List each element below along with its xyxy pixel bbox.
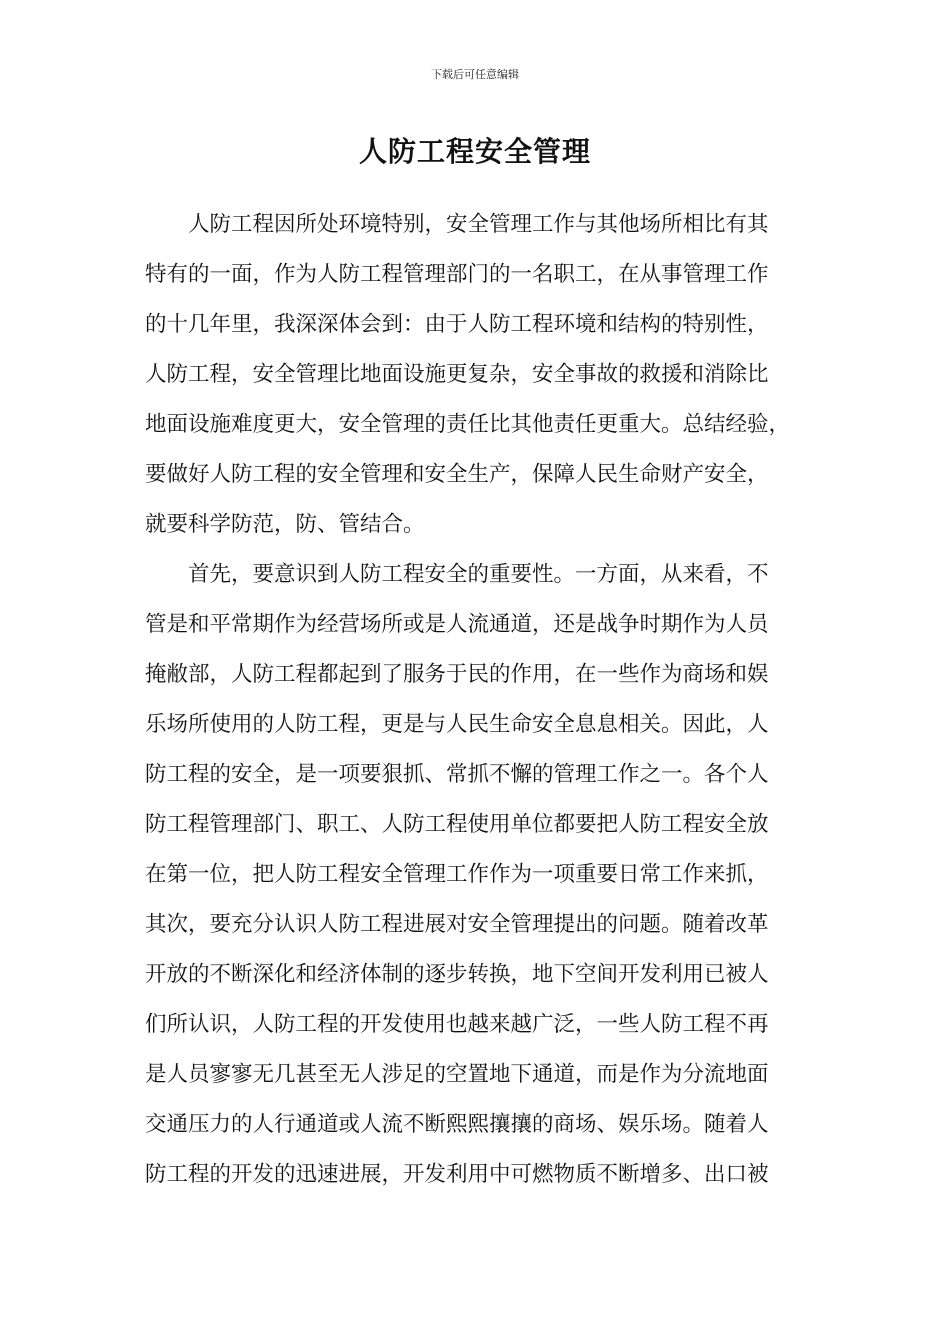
body-text-line: 交通压力的人行通道或人流不断熙熙攘攘的商场、娱乐场。随着人 <box>145 1112 769 1137</box>
body-text-line: 特有的一面，作为人防工程管理部门的一名职工，在从事管理工作 <box>145 262 769 287</box>
document-title: 人防工程安全管理 <box>358 135 591 168</box>
document-body <box>145 206 805 1206</box>
body-text-line: 管是和平常期作为经营场所或是人流通道，还是战争时期作为人员 <box>145 612 769 637</box>
body-text-line: 地面设施难度更大，安全管理的责任比其他责任更重大。总结经验， <box>145 412 791 437</box>
body-text-line: 乐场所使用的人防工程，更是与人民生命安全息息相关。因此，人 <box>145 712 769 737</box>
body-text-line: 掩敝部，人防工程都起到了服务于民的作用，在一些作为商场和娱 <box>145 662 769 687</box>
body-text-line: 在第一位，把人防工程安全管理工作作为一项重要日常工作来抓， <box>145 862 769 887</box>
body-text-line: 防工程的开发的迅速进展，开发利用中可燃物质不断增多、出口被 <box>145 1162 769 1187</box>
body-text-line: 就要科学防范，防、管结合。 <box>145 512 425 537</box>
body-text-line: 人防工程，安全管理比地面设施更复杂，安全事故的救援和消除比 <box>145 362 769 387</box>
body-text-line: 其次，要充分认识人防工程进展对安全管理提出的问题。随着改革 <box>145 912 769 937</box>
body-text-line: 要做好人防工程的安全管理和安全生产，保障人民生命财产安全， <box>145 462 769 487</box>
page-header-note: 下载后可任意编辑 <box>431 68 519 81</box>
body-text-line: 防工程的安全，是一项要狠抓、常抓不懈的管理工作之一。各个人 <box>145 762 769 787</box>
body-text-line: 防工程管理部门、职工、人防工程使用单位都要把人防工程安全放 <box>145 812 769 837</box>
body-text-line: 人防工程因所处环境特别，安全管理工作与其他场所相比有其 <box>188 212 769 237</box>
body-text-line: 是人员寥寥无几甚至无人涉足的空置地下通道，而是作为分流地面 <box>145 1062 769 1087</box>
body-text-line: 开放的不断深化和经济体制的逐步转换，地下空间开发利用已被人 <box>145 962 769 987</box>
body-text-line: 们所认识，人防工程的开发使用也越来越广泛，一些人防工程不再 <box>145 1012 769 1037</box>
body-text-line: 首先，要意识到人防工程安全的重要性。一方面，从来看，不 <box>188 562 769 587</box>
body-text-line: 的十几年里，我深深体会到：由于人防工程环境和结构的特别性， <box>145 312 769 337</box>
